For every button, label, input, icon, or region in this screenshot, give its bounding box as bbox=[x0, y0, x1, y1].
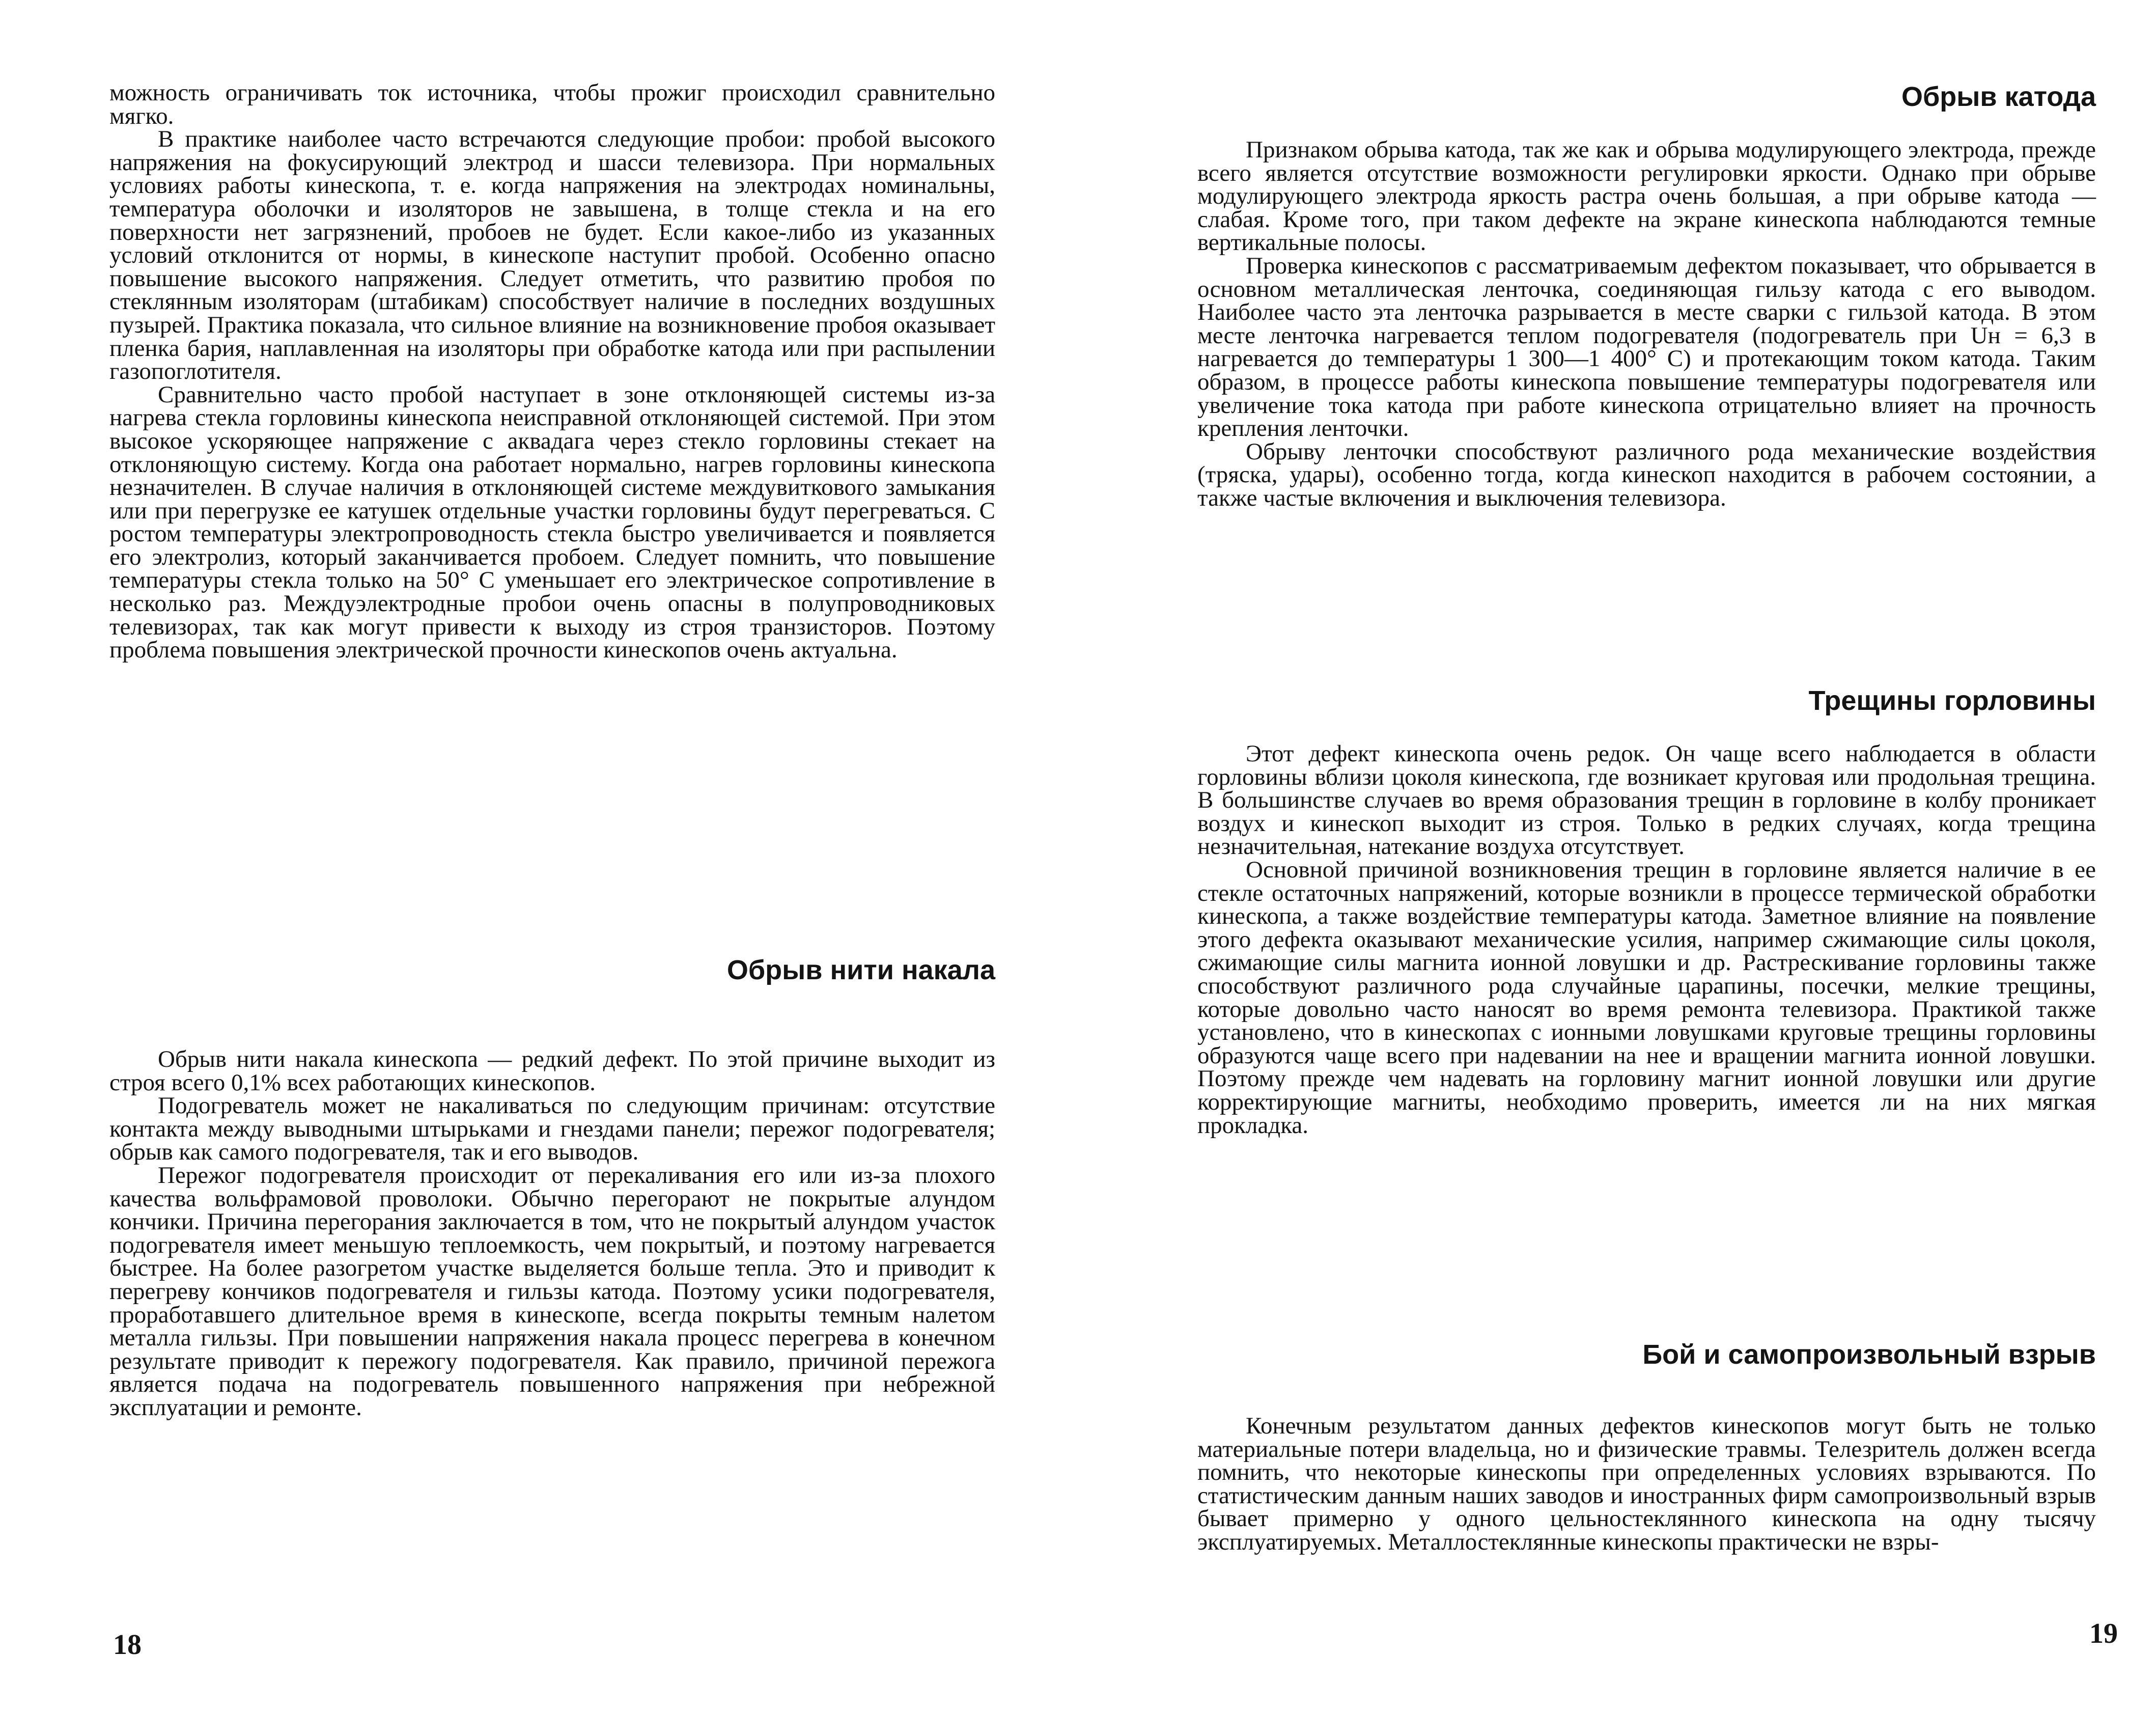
page-number-right: 19 bbox=[2089, 1618, 2118, 1649]
heater-break-paragraph-1: Обрыв нити накала кинескопа — редкий дефект. По этой причине выходит из строя всего 0,1% всех работающих кинескопов. bbox=[109, 1046, 995, 1096]
explosion-paragraph-1: Конечным результатом данных дефектов кинескопов могут быть не только материальные потери владельца, но и физические травмы. Телезритель должен всегда помнить, что некоторые кинескопы при определенных условиях взрываются. По статистическим данным наших заводов и иностранных фирм самопроизвольный взрыв бывает примерно у одного цельностеклянного кинескопа на одну тысячу эксплуатируемых. Металлостеклянные кинескопы практически не взры- bbox=[1197, 1413, 2096, 1555]
heater-break-paragraph-2: Подогреватель может не накаливаться по следующим причинам: отсутствие контакта между выводными штырьками и гнездами панели; пережог подогревателя; обрыв как самого подогревателя, так и его выводов. bbox=[109, 1092, 995, 1166]
heater-break-section bbox=[109, 1048, 995, 1420]
explosion-heading: Бой и самопроизвольный взрыв bbox=[1642, 1339, 2096, 1370]
continuation-paragraph: можность ограничивать ток источника, чтобы прожиг происходил сравнительно мягко. bbox=[109, 79, 995, 129]
cathode-break-paragraph-3: Обрыву ленточки способствуют различного рода механические воздействия (тряска, удары), особенно тогда, когда кинескоп находится в рабочем состоянии, а также частые включения и выключения телевизора. bbox=[1197, 438, 2096, 511]
heater-break-heading: Обрыв нити накала bbox=[726, 955, 995, 985]
breakdown-types-paragraph: В практике наиболее часто встречаются следующие пробои: пробой высокого напряжения на фокусирующий электрод и шасси телевизора. При нормальных условиях работы кинескопа, т. е. когда напряжения на электродах номинальны, температура оболочки и изоляторов не завышена, в толще стекла и на его поверхности нет загрязнений, пробоев не будет. Если какое-либо из указанных условий отклонится от нормы, в кинескопе наступит пробой. Особенно опасно повышение высокого напряжения. Следует отметить, что развитию пробоя по стеклянным изоляторам (штабикам) способствует наличие в последних воздушных пузырей. Практика показала, что сильное влияние на возникновение пробоя оказывает пленка бария, наплавленная на изоляторы при обработке катода или при распылении газопоглотителя. bbox=[109, 126, 995, 385]
left-page-top-text bbox=[109, 81, 995, 662]
neck-cracks-heading: Трещины горловины bbox=[1808, 685, 2096, 716]
neck-cracks-paragraph-2: Основной причиной возникновения трещин в горловине является наличие в ее стекле остаточных напряжений, которые возникли в процессе термической обработки кинескопа, а также воздействие температуры катода. Заметное влияние на появление этого дефекта оказывают механические усилия, например сжимающие силы цоколя, сжимающие силы магнита ионной ловушки и др. Растрескивание горловины также способствуют различного рода случайные царапины, посечки, мелкие трещины, которые довольно часто наносят во время ремонта телевизора. Практикой также установлено, что в кинескопах с ионными ловушками круговые трещины горловины образуются чаще всего при надевании на нее и вращении магнита ионной ловушки. Поэтому прежде чем надевать на горловину магнит ионной ловушки или другие корректирующие магниты, необходимо проверить, имеется ли на них мягкая прокладка. bbox=[1197, 856, 2096, 1139]
neck-cracks-section bbox=[1197, 742, 2096, 1137]
cathode-break-heading: Обрыв катода bbox=[1901, 81, 2096, 112]
page-number-left: 18 bbox=[113, 1629, 142, 1661]
cathode-break-section bbox=[1197, 136, 2096, 511]
deflection-breakdown-paragraph: Сравнительно часто пробой наступает в зоне отклоняющей системы из-за нагрева стекла горловины кинескопа неисправной отклоняющей системой. При этом высокое ускоряющее напряжение с аквадага через стекло горловины стекает на отклоняющую систему. Когда она работает нормально, нагрев горловины кинескопа незначителен. В случае наличия в отклоняющей системе междувиткового замыкания или при перегрузке ее катушек отдельные участки горловины будут перегреваться. С ростом температуры электропроводность стекла быстро увеличивается и появляется его электролиз, который заканчивается пробоем. Следует помнить, что повышение температуры стекла только на 50° С уменьшает его электрическое сопротивление в несколько раз. Междуэлектродные пробои очень опасны в полупроводниковых телевизорах, так как могут привести к выходу из строя транзисторов. Поэтому проблема повышения электрической прочности кинескопов очень актуальна. bbox=[109, 381, 995, 664]
right-page bbox=[1078, 0, 2156, 1711]
explosion-section bbox=[1197, 1415, 2096, 1554]
cathode-break-paragraph-2: Проверка кинескопов с рассматриваемым дефектом показывает, что обрывается в основном металлическая ленточка, соединяющая гильзу катода с его выводом. Наиболее часто эта ленточка разрывается в месте сварки с гильзой катода. В этом месте ленточка нагревается теплом подогревателя (подогреватель при Uн = 6,3 в нагревается до температуры 1 300—1 400° С) и протекающим током катода. Таким образом, в процессе работы кинескопа повышение температуры подогревателя или увеличение тока катода при работе кинескопа отрицательно влияет на прочность крепления ленточки. bbox=[1197, 252, 2096, 442]
cathode-break-paragraph-1: Признаком обрыва катода, так же как и обрыва модулирующего электрода, прежде всего является отсутствие возможности регулировки яркости. Однако при обрыве модулирующего электрода яркость растра очень большая, а при обрыве катода — слабая. Кроме того, при таком дефекте на экране кинескопа наблюдаются темные вертикальные полосы. bbox=[1197, 136, 2096, 256]
heater-break-paragraph-3: Пережог подогревателя происходит от перекаливания его или из-за плохого качества вольфрамовой проволоки. Обычно перегорают не покрытые алундом кончики. Причина перегорания заключается в том, что не покрытый алундом участок подогревателя имеет меньшую теплоемкость, чем покрытый, и поэтому нагревается быстрее. На более разогретом участке выделяется больше тепла. Это и приводит к перегреву кончиков подогревателя и гильзы катода. Поэтому усики подогревателя, проработавшего длительное время в кинескопе, всегда покрыты темным налетом металла гильзы. При повышении напряжения накала процесс перегрева в конечном результате приводит к пережогу подогревателя. Как правило, причиной пережога является подача на подогреватель повышенного напряжения при небрежной эксплуатации и ремонте. bbox=[109, 1162, 995, 1421]
neck-cracks-paragraph-1: Этот дефект кинескопа очень редок. Он чаще всего наблюдается в области горловины вблизи цоколя кинескопа, где возникает круговая или продольная трещина. В большинстве случаев во время образования трещин в горловине в колбу проникает воздух и кинескоп выходит из строя. Только в редких случаях, когда трещина незначительная, натекание воздуха отсутствует. bbox=[1197, 740, 2096, 860]
